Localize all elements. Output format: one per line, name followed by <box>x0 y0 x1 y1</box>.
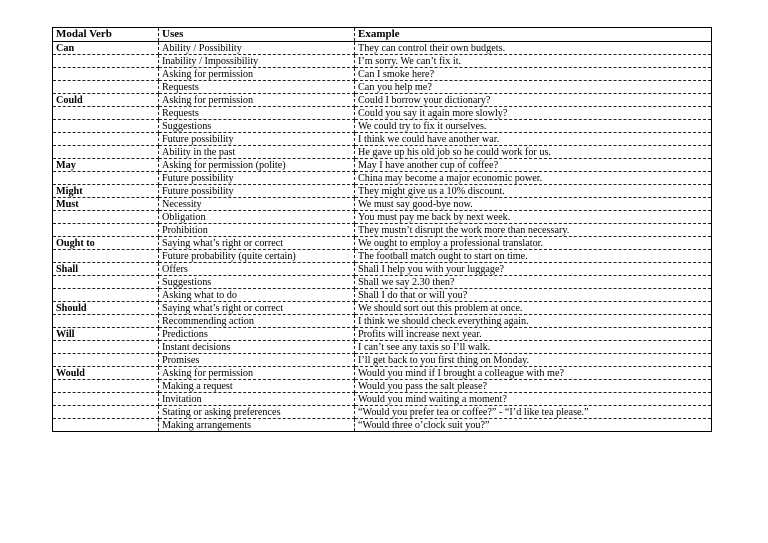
use-cell: Asking for permission <box>159 367 355 380</box>
example-cell: Can I smoke here? <box>355 68 712 81</box>
table-row <box>53 146 712 159</box>
example-cell: Would you pass the salt please? <box>355 380 712 393</box>
table-row <box>53 367 712 380</box>
table-row <box>53 211 712 224</box>
use-cell: Necessity <box>159 198 355 211</box>
modal-verb-cell: Could <box>53 94 159 107</box>
modal-verb-cell: Can <box>53 42 159 55</box>
table-row <box>53 172 712 185</box>
use-cell: Obligation <box>159 211 355 224</box>
header-row <box>53 28 712 42</box>
modal-verb-cell <box>53 315 159 328</box>
use-cell: Recommending action <box>159 315 355 328</box>
table-body <box>53 42 712 432</box>
use-cell: Ability in the past <box>159 146 355 159</box>
use-cell: Asking for permission <box>159 94 355 107</box>
example-cell: Shall I do that or will you? <box>355 289 712 302</box>
modal-verb-cell <box>53 224 159 237</box>
use-cell: Prohibition <box>159 224 355 237</box>
use-cell: Inability / Impossibility <box>159 55 355 68</box>
example-cell: May I have another cup of coffee? <box>355 159 712 172</box>
modal-verb-cell <box>53 55 159 68</box>
example-cell: I’ll get back to you first thing on Monday. <box>355 354 712 367</box>
use-cell: Future probability (quite certain) <box>159 250 355 263</box>
example-cell: China may become a major economic power. <box>355 172 712 185</box>
use-cell: Offers <box>159 263 355 276</box>
example-cell: They mustn’t disrupt the work more than necessary. <box>355 224 712 237</box>
example-cell: Shall I help you with your luggage? <box>355 263 712 276</box>
example-cell: Can you help me? <box>355 81 712 94</box>
table-row <box>53 393 712 406</box>
use-cell: Making a request <box>159 380 355 393</box>
table-row <box>53 315 712 328</box>
use-cell: Asking for permission <box>159 68 355 81</box>
use-cell: Instant decisions <box>159 341 355 354</box>
use-cell: Future possibility <box>159 185 355 198</box>
modal-verb-cell <box>53 250 159 263</box>
table-row <box>53 159 712 172</box>
use-cell: Requests <box>159 81 355 94</box>
example-cell: Would you mind if I brought a colleague with me? <box>355 367 712 380</box>
use-cell: Making arrangements <box>159 419 355 432</box>
table-row <box>53 133 712 146</box>
table-row <box>53 328 712 341</box>
modal-verb-cell: Should <box>53 302 159 315</box>
table-row <box>53 263 712 276</box>
modal-verb-cell: May <box>53 159 159 172</box>
modal-verb-cell: Might <box>53 185 159 198</box>
example-cell: We ought to employ a professional translator. <box>355 237 712 250</box>
modal-verb-cell <box>53 354 159 367</box>
example-cell: They can control their own budgets. <box>355 42 712 55</box>
header-modal-verb: Modal Verb <box>53 28 159 42</box>
modal-verb-cell: Must <box>53 198 159 211</box>
use-cell: Future possibility <box>159 133 355 146</box>
table-row <box>53 341 712 354</box>
example-cell: We should sort out this problem at once. <box>355 302 712 315</box>
table-row <box>53 42 712 55</box>
table-row <box>53 81 712 94</box>
table-row <box>53 107 712 120</box>
example-cell: Profits will increase next year. <box>355 328 712 341</box>
example-cell: I’m sorry. We can’t fix it. <box>355 55 712 68</box>
use-cell: Future possibility <box>159 172 355 185</box>
use-cell: Saying what’s right or correct <box>159 302 355 315</box>
modal-verb-cell: Will <box>53 328 159 341</box>
modal-verb-cell <box>53 341 159 354</box>
use-cell: Asking what to do <box>159 289 355 302</box>
example-cell: Would you mind waiting a moment? <box>355 393 712 406</box>
example-cell: They might give us a 10% discount. <box>355 185 712 198</box>
modal-verb-cell <box>53 380 159 393</box>
use-cell: Predictions <box>159 328 355 341</box>
modal-verb-cell <box>53 81 159 94</box>
example-cell: I think we could have another war. <box>355 133 712 146</box>
modal-verb-cell <box>53 133 159 146</box>
example-cell: Could I borrow your dictionary? <box>355 94 712 107</box>
example-cell: “Would you prefer tea or coffee?” - “I’d like tea please.” <box>355 406 712 419</box>
example-cell: We must say good-bye now. <box>355 198 712 211</box>
use-cell: Asking for permission (polite) <box>159 159 355 172</box>
table-row <box>53 250 712 263</box>
table-row <box>53 68 712 81</box>
modal-verb-cell <box>53 289 159 302</box>
table-row <box>53 55 712 68</box>
table-row <box>53 120 712 133</box>
example-cell: We could try to fix it ourselves. <box>355 120 712 133</box>
table-row <box>53 94 712 107</box>
use-cell: Suggestions <box>159 276 355 289</box>
example-cell: I can’t see any taxis so I’ll walk. <box>355 341 712 354</box>
example-cell: Shall we say 2.30 then? <box>355 276 712 289</box>
table-row <box>53 224 712 237</box>
use-cell: Suggestions <box>159 120 355 133</box>
example-cell: I think we should check everything again. <box>355 315 712 328</box>
example-cell: “Would three o’clock suit you?” <box>355 419 712 432</box>
use-cell: Invitation <box>159 393 355 406</box>
table-row <box>53 380 712 393</box>
modal-verb-cell: Ought to <box>53 237 159 250</box>
table-row <box>53 354 712 367</box>
use-cell: Promises <box>159 354 355 367</box>
modal-verb-cell <box>53 211 159 224</box>
table-row <box>53 185 712 198</box>
modal-verb-cell: Would <box>53 367 159 380</box>
table-row <box>53 237 712 250</box>
modal-verb-cell <box>53 146 159 159</box>
modal-verb-cell <box>53 393 159 406</box>
table-row <box>53 276 712 289</box>
modal-verb-cell <box>53 107 159 120</box>
example-cell: He gave up his old job so he could work for us. <box>355 146 712 159</box>
modal-verb-cell <box>53 120 159 133</box>
header-example: Example <box>355 28 712 42</box>
modal-verb-cell: Shall <box>53 263 159 276</box>
modal-verb-cell <box>53 172 159 185</box>
example-cell: The football match ought to start on time. <box>355 250 712 263</box>
use-cell: Saying what’s right or correct <box>159 237 355 250</box>
header-uses: Uses <box>159 28 355 42</box>
modal-verb-cell <box>53 276 159 289</box>
modal-verb-cell <box>53 419 159 432</box>
example-cell: You must pay me back by next week. <box>355 211 712 224</box>
modal-verb-cell <box>53 68 159 81</box>
use-cell: Requests <box>159 107 355 120</box>
table-row <box>53 302 712 315</box>
table-row <box>53 419 712 432</box>
example-cell: Could you say it again more slowly? <box>355 107 712 120</box>
table-row <box>53 406 712 419</box>
modal-verb-cell <box>53 406 159 419</box>
use-cell: Stating or asking preferences <box>159 406 355 419</box>
use-cell: Ability / Possibility <box>159 42 355 55</box>
modal-verbs-table <box>52 27 712 432</box>
table-row <box>53 289 712 302</box>
table-row <box>53 198 712 211</box>
